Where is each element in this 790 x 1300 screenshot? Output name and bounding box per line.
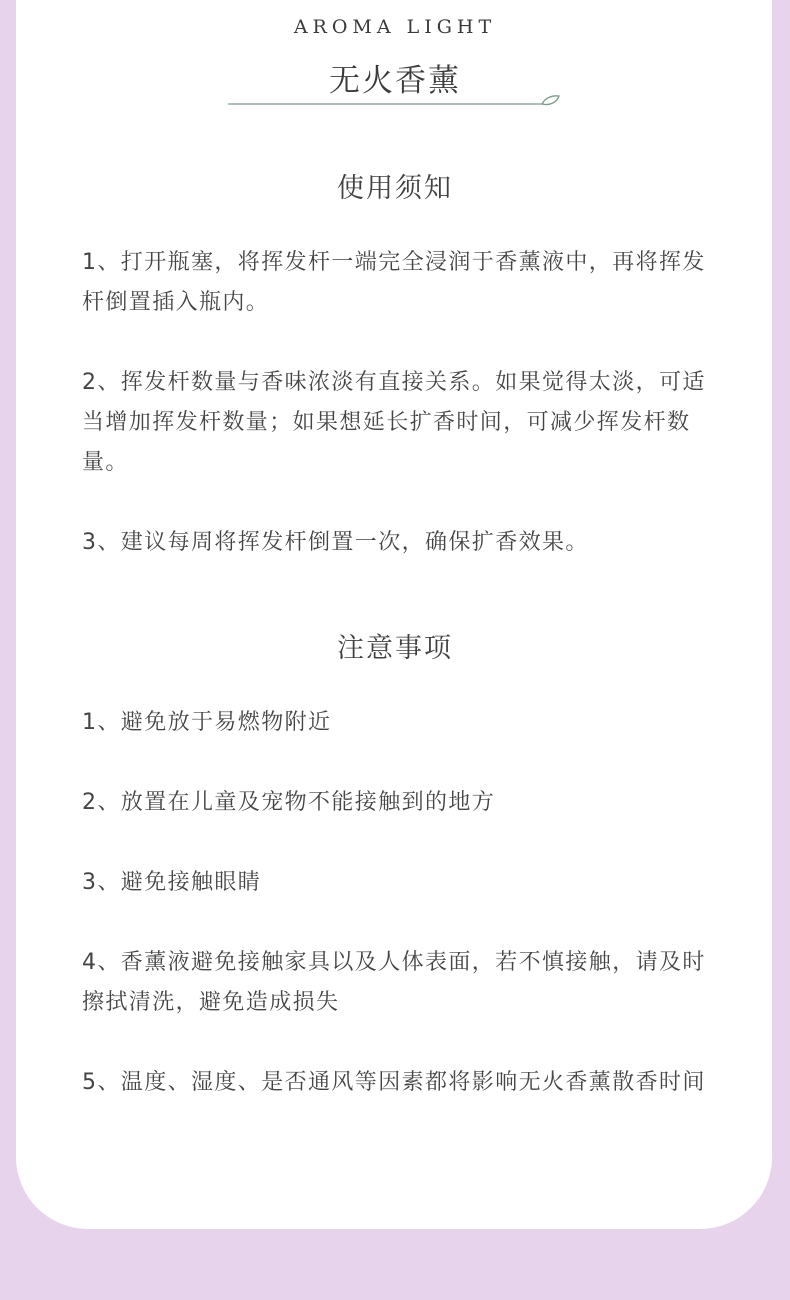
- notice-item: 5、温度、湿度、是否通风等因素都将影响无火香薰散香时间: [82, 1070, 706, 1095]
- notice-item: 4、香薰液避免接触家具以及人体表面，若不慎接触，请及时擦拭清洗，避免造成损失: [82, 950, 706, 1015]
- usage-item: 3、建议每周将挥发杆倒置一次，确保扩香效果。: [82, 530, 589, 555]
- usage-section-title: 使用须知: [337, 173, 453, 204]
- brand-name: AROMA LIGHT: [293, 16, 497, 38]
- notice-section-title: 注意事项: [337, 633, 453, 664]
- usage-item: 2、挥发杆数量与香味浓淡有直接关系。如果觉得太淡，可适当增加挥发杆数量；如果想延长扩香时间，可减少挥发杆数量。: [82, 370, 706, 475]
- page-title: 无火香薰: [329, 63, 461, 99]
- usage-item: 1、打开瓶塞，将挥发杆一端完全浸润于香薰液中，再将挥发杆倒置插入瓶内。: [82, 250, 706, 315]
- notice-item: 2、放置在儿童及宠物不能接触到的地方: [82, 790, 496, 815]
- notice-item: 3、避免接触眼睛: [82, 870, 262, 895]
- notice-item: 1、避免放于易燃物附近: [82, 710, 332, 735]
- leaf-divider-icon: [228, 92, 562, 112]
